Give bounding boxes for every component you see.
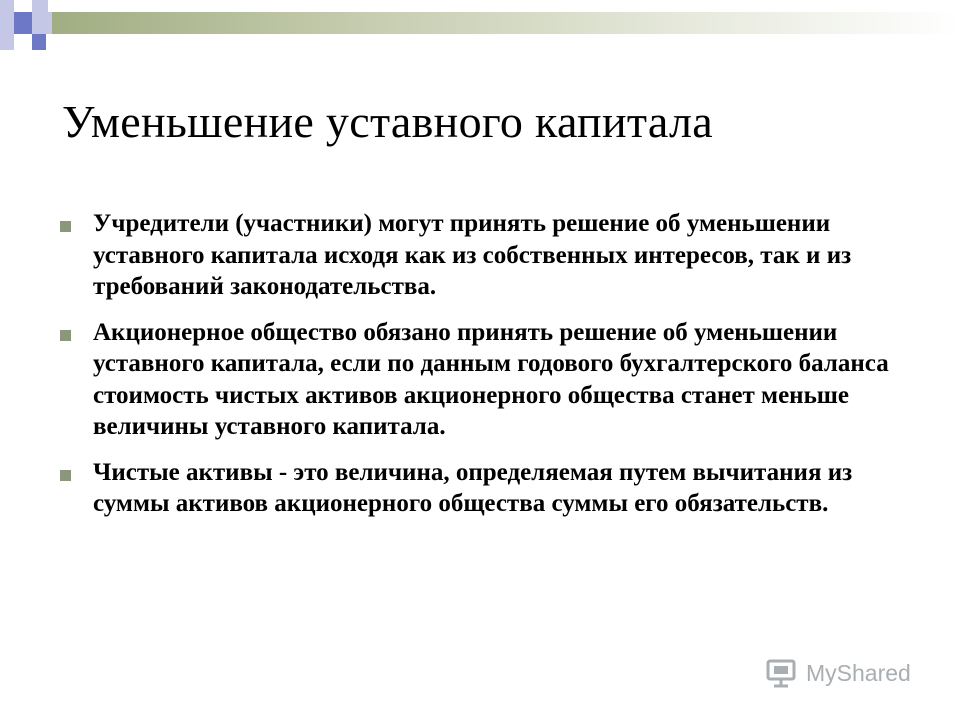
decor-square [14, 12, 32, 34]
bullet-text: Учредители (участники) могут принять решение об уменьшении уставного капитала исходя как из собственных интересов, так и из требований законодательства. [93, 210, 852, 300]
decor-square [14, 0, 32, 12]
slide-title: Уменьшение уставного капитала [62, 96, 713, 147]
bullet-item [60, 317, 910, 443]
square-bullet-icon [60, 330, 71, 341]
decor-square [32, 0, 48, 12]
decor-square [0, 0, 14, 12]
bullet-item [60, 208, 910, 303]
bullet-item [60, 457, 910, 520]
watermark-text: MyShared [806, 659, 911, 686]
presentation-icon [766, 658, 800, 688]
decor-square [32, 12, 52, 34]
decor-square [0, 12, 14, 50]
square-bullet-icon [60, 470, 71, 481]
decor-square [32, 34, 46, 50]
decor-square [14, 34, 32, 50]
header-gradient-band [52, 12, 960, 34]
square-bullet-icon [60, 221, 71, 232]
bullet-text: Акционерное общество обязано принять решение об уменьшении уставного капитала, если по данным годового бухгалтерского баланса стоимость чистых активов акционерного общества станет меньше величины уставного капитала. [93, 318, 889, 440]
bullet-list [60, 208, 910, 534]
watermark [766, 655, 911, 691]
bullet-text: Чистые активы - это величина, определяемая путем вычитания из суммы активов акционерного общества суммы его обязательств. [93, 458, 853, 517]
